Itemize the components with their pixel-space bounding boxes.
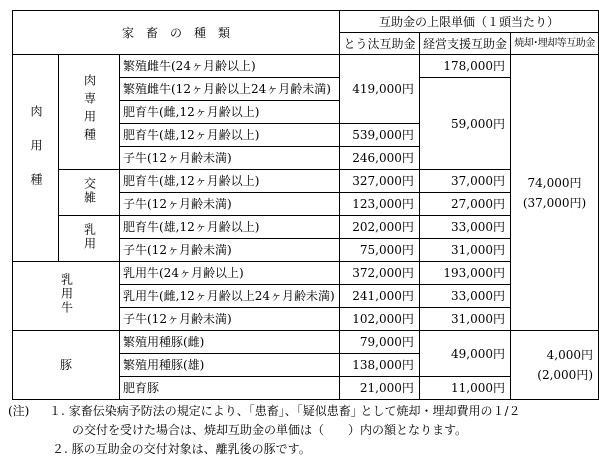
cell-culling: 123,000円 [340,193,420,216]
row-name: 子牛(12ヶ月齢未満) [120,193,340,216]
row-name: 肥育牛(雄,12ヶ月齢以上) [120,170,340,193]
col-header-management: 経営支援互助金 [419,33,510,55]
note-2 [8,440,521,459]
note-1-number: １. [49,404,65,418]
cell-culling: 419,000円 [340,55,420,124]
incineration-pig-value: 4,000円 [546,348,593,362]
row-name: 繁殖用種豚(雌) [120,331,340,354]
cell-management: 49,000円 [419,331,510,377]
category-header-text: 家 畜 の 種 類 [122,25,231,40]
group-dairy [13,262,120,331]
cell-incineration-cattle [511,55,599,331]
cell-culling: 246,000円 [340,147,420,170]
cell-management: 37,000円 [419,170,510,193]
row-name: 乳用牛(雌,12ヶ月齢以上24ヶ月齢未満) [120,285,340,308]
cell-culling: 79,000円 [340,331,420,354]
note-2-text: 豚の互助金の交付対象は、離乳後の豚です。 [71,442,311,456]
cell-culling: 241,000円 [340,285,420,308]
row-name: 肥育豚 [120,377,340,400]
group-meat-sub2 [59,170,120,216]
note-1-line-1 [8,402,521,421]
incineration-cattle-value: 74,000円 [527,175,582,190]
row-name: 繁殖用種豚(雄) [120,354,340,377]
group-meat-sub3-label: 乳用 [82,222,97,251]
note-1-line-2: の交付を受けた場合は、焼却互助金の単価は（ ）内の額となります。 [72,423,468,437]
cell-management: 178,000円 [419,55,510,78]
subsidy-table [12,10,599,400]
cell-management: 31,000円 [419,308,510,331]
category-header [13,11,340,55]
group-meat-sub1 [59,55,120,170]
group-meat-sub2-label: 交雑 [82,176,97,205]
note-2-number: ２. [52,442,68,456]
cell-culling: 102,000円 [340,308,420,331]
note-1-text-1: 家畜伝染病予防法の規定により、｢患畜｣、｢疑似患畜｣ として焼却・埋却費用の１/２ [68,404,521,418]
row-name: 子牛(12ヶ月齢未満) [120,147,340,170]
cell-culling: 202,000円 [340,216,420,239]
cell-culling: 539,000円 [340,124,420,147]
cell-management: 33,000円 [419,216,510,239]
cell-incineration-pig [511,331,599,400]
row-name: 子牛(12ヶ月齢未満) [120,308,340,331]
cell-culling: 21,000円 [340,377,420,400]
row-name: 肥育牛(雄,12ヶ月齢以上) [120,216,340,239]
incineration-cattle-paren: (37,000円) [522,195,587,210]
col-header-incineration: 焼却･埋却等互助金 [511,33,599,55]
cell-culling: 327,000円 [340,170,420,193]
notes [8,402,521,459]
col-header-culling: とう汰互助金 [340,33,420,55]
cell-management: 59,000円 [419,78,510,170]
row-name: 繁殖雌牛(24ヶ月齢以上) [120,55,340,78]
incineration-pig-paren: (2,000円) [537,368,593,382]
cell-management: 31,000円 [419,239,510,262]
row-name: 子牛(12ヶ月齢未満) [120,239,340,262]
cell-management: 11,000円 [419,377,510,400]
notes-label: (注) [8,404,30,418]
row-name: 肥育牛(雌,12ヶ月齢以上) [120,101,340,124]
row-name: 繁殖雌牛(12ヶ月齢以上24ヶ月齢未満) [120,78,340,101]
cell-management: 27,000円 [419,193,510,216]
group-dairy-label: 乳用牛 [59,273,74,315]
group-meat-label: 肉用種 [29,105,43,207]
group-meat-sub3 [59,216,120,262]
group-meat [13,55,59,262]
cell-culling: 372,000円 [340,262,420,285]
group-pig: 豚 [13,331,120,400]
cell-culling: 75,000円 [340,239,420,262]
group-meat-sub1-label: 肉専用種 [82,74,97,146]
cell-culling: 138,000円 [340,354,420,377]
row-name: 肥育牛(雄,12ヶ月齢以上) [120,124,340,147]
cell-management: 33,000円 [419,285,510,308]
cell-management: 193,000円 [419,262,510,285]
row-name: 乳用牛(24ヶ月齢以上) [120,262,340,285]
subsidy-table-wrapper [12,10,599,400]
limit-header: 互助金の上限単価（１頭当たり） [340,11,599,33]
